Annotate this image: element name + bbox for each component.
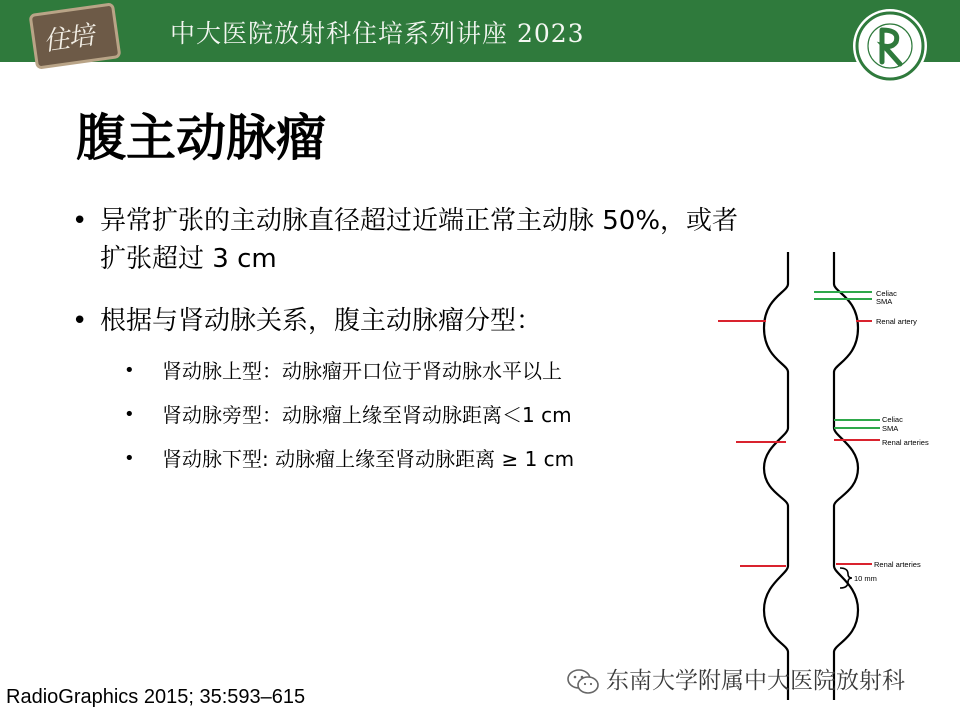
sma-label: SMA <box>876 297 893 306</box>
watermark <box>566 662 905 696</box>
panel-suprarenal <box>718 289 917 326</box>
bullet-text: 异常扩张的主动脉直径超过近端正常主动脉 50%，或者 <box>100 206 739 236</box>
bullet-dot: • <box>72 306 88 336</box>
citation: RadioGraphics 2015; 35:593–615 <box>6 686 306 708</box>
hospital-emblem <box>852 8 928 84</box>
training-logo <box>29 2 122 69</box>
bullet-dot: • <box>124 360 135 381</box>
celiac-label: Celiac <box>876 289 897 298</box>
slide-title: 腹主动脉瘤 <box>76 109 326 167</box>
sub-bullet-text: 肾动脉上型：动脉瘤开口位于肾动脉水平以上 <box>162 359 562 383</box>
bullet-dot: • <box>124 404 135 425</box>
aneurysm-diagram <box>716 248 960 704</box>
watermark-text: 东南大学附属中大医院放射科 <box>606 668 905 694</box>
celiac-label: Celiac <box>882 415 903 424</box>
wechat-icon <box>566 668 600 696</box>
aorta-outline <box>764 252 858 700</box>
distance-label: 10 mm <box>854 574 877 583</box>
renal-label: Renal artery <box>876 317 917 326</box>
panel-pararenal <box>736 415 929 447</box>
bullet-text: 根据与肾动脉关系，腹主动脉瘤分型： <box>100 306 543 336</box>
sub-bullet-text: 肾动脉旁型：动脉瘤上缘至肾动脉距离＜1 cm <box>162 403 572 427</box>
panel-infrarenal <box>740 560 921 588</box>
bullet-dot: • <box>72 206 88 236</box>
bullet-text: 扩张超过 3 cm <box>100 244 277 274</box>
sub-bullet-text: 肾动脉下型: 动脉瘤上缘至肾动脉距离 ≥ 1 cm <box>162 447 575 471</box>
renal-label: Renal arteries <box>882 438 929 447</box>
header-bar <box>0 0 960 62</box>
header-title: 中大医院放射科住培系列讲座 2023 <box>170 19 585 48</box>
training-logo-text: 住培 <box>41 20 96 58</box>
sma-label: SMA <box>882 424 899 433</box>
renal-label: Renal arteries <box>874 560 921 569</box>
bullet-dot: • <box>124 448 135 469</box>
